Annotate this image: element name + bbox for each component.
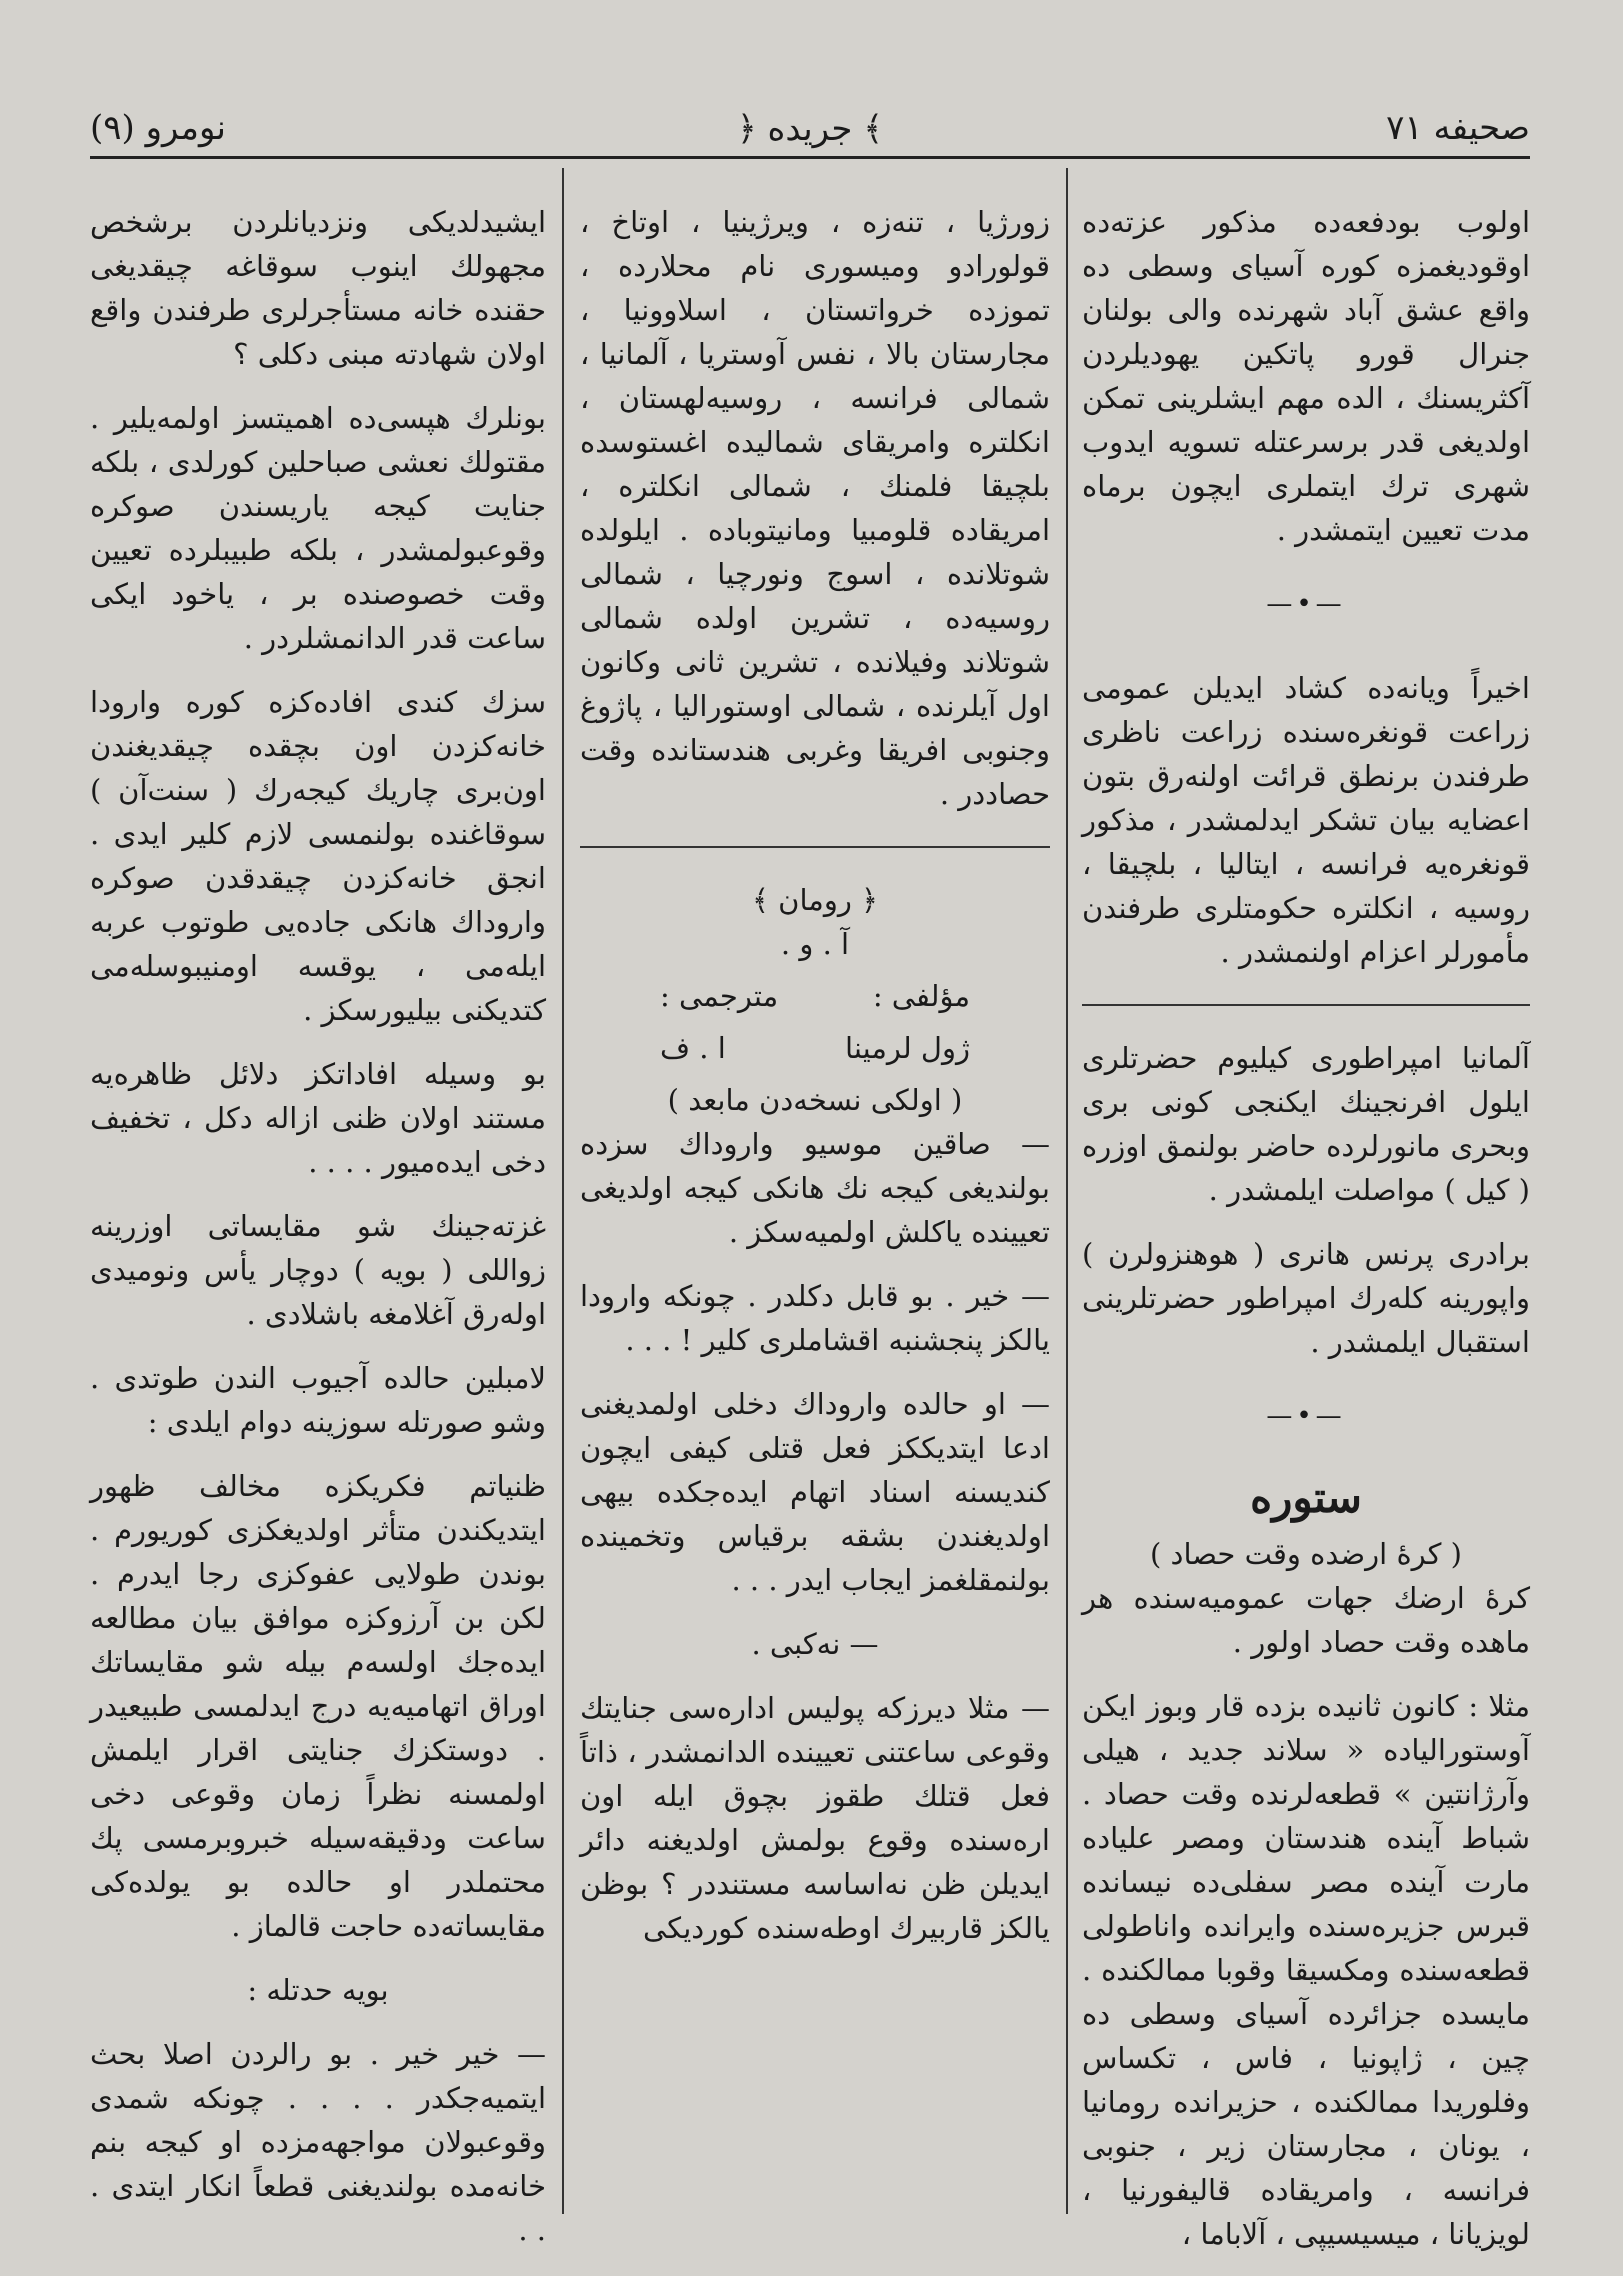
author-label: مؤلفی :: [872, 979, 970, 1013]
column-right: [1082, 200, 1530, 2276]
translator-name: ا . ف: [660, 1031, 726, 1065]
article-paragraph: لامبلین حالده آجیوب الندن طوتدی . وشو صورتله سوزینه دوام ایلدی :: [90, 1361, 546, 1439]
credit-labels: [580, 974, 1050, 1018]
separator: —•—: [1266, 589, 1346, 619]
article-paragraph: زورژیا ، تنه‌زه ، ویرژینیا ، اوتاخ ، قولورادو ومیسوری نام محلارده ، تموزده خرواتستان ، اسلاوونیا ، مجارستان بالا ، نفس آوستریا ، آلمانیا ، شمالی فرانسه ، روسیه‌لهستان ، انکلتره وامریقای شمالیده اغستوسده بلچیقا فلمنك ، شمالی انکلتره ، امریقاده قلومبیا ومانیتوباده . ایلولده شوتلانده ، اسوج ونورچیا ، شمالی روسیه‌ده ، تشرین اولده شمالی شوتلاند وفیلانده ، تشرین ثانی وکانون اول آیلرنده ، شمالی اوستورالیا ، پاژوغ وجنوبی افریقا وغربی هندستانده وقت حصاددر .: [580, 205, 1050, 811]
column-divider-left: [562, 168, 564, 2214]
column-divider-right: [1066, 168, 1068, 2214]
section-title: ستوره: [1250, 1473, 1362, 1522]
article-paragraph: برادری پرنس هانری ( هوهنزولرن ) واپورینه کله‌رك امپراطور حضرتلرینی استقبال ایلمشدر .: [1082, 1237, 1530, 1359]
novel-heading: ﴿ رومان ﴾: [751, 883, 879, 917]
article-paragraph: بونلرك هپسی‌ده اهمیتسز اولمه‌یلیر . مقتولك نعشی صباحلین کورلدی ، بلکه جنایت کیجه یاریسندن صوکره وقوعبولمشدر ، بلکه طبیبلرده تعیین وقت خصوصنده بر ، یاخود ایکی ساعت قدر الدانمشلردر .: [90, 401, 546, 655]
divider-line: [580, 846, 1050, 848]
article-paragraph: — نه‌کبی .: [751, 1627, 879, 1661]
article-paragraph: — او حالده واروداك دخلی اولمدیغنی ادعا ایتدیککز فعل قتلی کیفی ایچون کندیسنه اسناد اتهام ایده‌جکده بیهی اولدیغندن بشقه برقیاس وتخمینده بولنمقلغمز ایجاب ایدر . . .: [580, 1387, 1050, 1597]
article-paragraph: مثلا : کانون ثانیده بزده قار وبوز ایکن آوستورالیاده « سلاند جدید ، هیلی وآرژانتین » قطعه‌لرنده وقت حصاد . شباط آینده هندستان ومصر علیاده مارت آینده مصر سفلی‌ده نیسانده قبرس جزیره‌سنده وایرانده واناطولی قطعه‌سنده ومکسیقا وقوبا ممالکنده . مایسده جزائرده آسیای وسطی ده چین ، ژاپونیا ، فاس ، تکساس وفلوریدا ممالکنده ، حزیرانده رومانیا ، یونان ، مجارستان زیر ، جنوبی فرانسه ، وامریقاده قالیفورنیا ، لویزیانا ، میسیسیپی ، آلاباما ،: [1082, 1689, 1530, 2251]
article-paragraph: بویه حدتله :: [247, 1973, 389, 2007]
column-left: [90, 200, 546, 2272]
article-paragraph: آلمانیا امپراطوری کیلیوم حضرتلری ایلول افرنجینك ایکنجی کونی بری وبحری مانورلرده حاضر بولنمق اوزره ( کیل ) مواصلت ایلمشدر .: [1082, 1041, 1530, 1207]
article-paragraph: ایشیدلدیکی ونزدیانلردن برشخص مجهولك اینوب سوقاغه چیقدیغی حقنده خانه مستأجرلری طرفندن واقع اولان شهادته مبنی دکلی ؟: [90, 205, 546, 371]
article-paragraph: ظنیاتم فکریکزه مخالف ظهور ایتدیکندن متأثر اولدیغکزی کوریورم . بوندن طولایی عفوکزی رجا ایدرم . لکن بن آرزوکزه موافق بیان مطالعه ایده‌جك اولسه‌م بیله شو مقایساتك اوراق اتهامیه‌یه درج ایدلمسی طبیعیدر . دوستکزك جنایتی اقرار ایلمش اولمسنه نظراً زمان وقوعی دخی ساعت ودقیقه‌سیله خبروبرمسی پك محتملدر او حالده بو یولده‌کی مقایساته‌ده حاجت قالماز .: [90, 1469, 546, 1943]
translator-label: مترجمی :: [660, 979, 779, 1013]
article-paragraph: — مثلا دیرزکه پولیس اداره‌سی جنایتك وقوعی ساعتنی تعیینده الدانمشدر ، ذاتاً فعل قتلك طقوز بچوق ایله اون اره‌سنده وقوع بولمش اولدیغنه دائر ایدیلن ظن نه‌اساسه مستنددر ؟ بوظن یالکز قاربیرك اوطه‌سنده کوردیکی: [580, 1691, 1050, 1945]
article-paragraph: — خیر . بو قابل دکلدر . چونکه وارودا یالکز پنجشنبه اقشاملری کلیر ! . . .: [580, 1279, 1050, 1357]
credit-names: [580, 1026, 1050, 1070]
header-rule: [90, 156, 1530, 159]
issue-number: نومرو (۹): [90, 108, 227, 148]
author-name: ژول لرمینا: [844, 1031, 970, 1065]
article-paragraph: سزك کندی افاده‌کزه کوره وارودا خانه‌کزدن اون بچقده چیقدیغندن اون‌بری چاریك کیجه‌رك ( سنت‌آن ) سوقاغنده بولنمسی لازم کلیر ایدی . انجق خانه‌کزدن چیقدقدن صوکره واروداك هانکی جاده‌یی طوتوب عربه ایله‌می ، یوقسه اومنیبوسله‌می کتدیکنی بیلیورسکز .: [90, 685, 546, 1027]
article-paragraph: اخیراً ویانه‌ده کشاد ایدیلن عمومی زراعت قونغره‌سنده زراعت ناظری طرفندن برنطق قرائت اولنه‌رق بتون اعضایه بیان تشکر ایدلمشدر ، مذکور قونغره‌یه فرانسه ، ایتالیا ، بلچیقا ، روسیه ، انکلتره حکومتلری طرفندن مأمورلر اعزام اولنمشدر .: [1082, 671, 1530, 969]
separator: —•—: [1266, 1401, 1346, 1431]
article-paragraph: اولوب بودفعه‌ده مذکور عزته‌ده اوقودیغمزه کوره آسیای وسطی ده واقع عشق آباد شهرنده والی بولنان جنرال قورو پاتکین یهودیلردن آکثریسنك ، الده مهم ایشلرینی تمکن اولدیغی قدر برسرعتله تسویه ایدوب شهری ترك ایتملری ایچون برماه مدت تعیین ایتمشدر .: [1082, 205, 1530, 547]
column-middle: [580, 200, 1050, 1970]
page-number: صحیفه ۷۱: [1386, 108, 1530, 148]
article-paragraph: — خیر خیر . بو رالردن اصلا بحث ایتمیه‌جکدر . . . . چونکه شمدی وقوعبولان مواجهه‌مزده او کیجه بنم خانه‌مده بولندیغنی قطعاً انکار ایتدی . . .: [90, 2037, 546, 2247]
divider-line: [1082, 1004, 1530, 1006]
novel-name: آ . و .: [780, 927, 850, 961]
masthead: [90, 108, 1530, 154]
chapter-note: ( اولکی نسخه‌دن مابعد ): [667, 1083, 963, 1117]
article-paragraph: بو وسیله افاداتکز دلائل ظاهره‌یه مستند اولان ظنی ازاله دکل ، تخفیف دخی ایده‌میور . . . .: [90, 1057, 546, 1179]
article-paragraph: کرهٔ ارضك جهات عمومیه‌سنده هر ماهده وقت حصاد اولور .: [1082, 1581, 1530, 1659]
section-subtitle: ( کرهٔ ارضده وقت حصاد ): [1150, 1537, 1462, 1571]
newspaper-title: ﴾ جریده ﴿: [736, 109, 884, 149]
article-paragraph: — صاقین موسیو واروداك سزده بولندیغی کیجه نك هانکی کیجه اولدیغی تعیینده یاکلش اولمیه‌سکز .: [580, 1127, 1050, 1249]
article-paragraph: غزته‌جینك شو مقایساتی اوزرینه زواللی ( بویه ) دوچار یأس ونومیدی اوله‌رق آغلامغه باشلادی .: [90, 1209, 546, 1331]
